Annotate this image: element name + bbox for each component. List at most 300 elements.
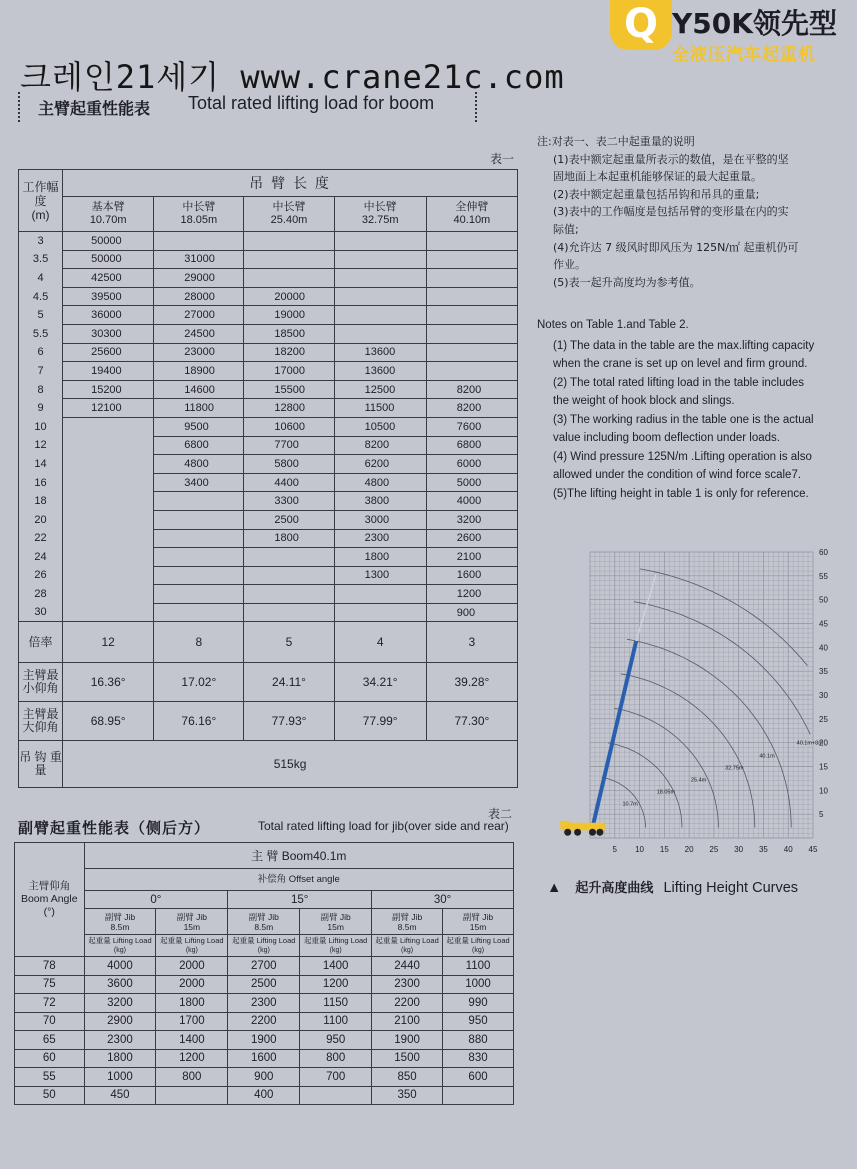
jib-load-cell: 1400 bbox=[300, 957, 372, 976]
load-cell bbox=[334, 603, 426, 622]
load-unit-header bbox=[156, 935, 228, 957]
max-angle-cell: 77.99° bbox=[334, 702, 426, 741]
curve-label: 40.1m bbox=[759, 753, 775, 760]
jib-load-cell: 800 bbox=[156, 1068, 228, 1087]
note-en-line: the weight of hook block and slings. bbox=[553, 395, 735, 407]
boom-column-length: 18.05m bbox=[180, 214, 218, 226]
crane-wheel bbox=[596, 829, 603, 836]
load-cell: 15500 bbox=[244, 380, 334, 399]
ratio-label: 倍率 bbox=[19, 622, 63, 663]
max-angle-label: 主臂最大仰角 bbox=[19, 702, 63, 741]
load-cell: 8200 bbox=[334, 436, 426, 455]
ratio-cell: 5 bbox=[244, 622, 334, 663]
offset-angle-cell: 15° bbox=[228, 891, 372, 909]
load-cell: 6800 bbox=[154, 436, 244, 455]
jib-load-cell: 1400 bbox=[156, 1031, 228, 1050]
load-cell: 8200 bbox=[426, 380, 517, 399]
load-unit-header bbox=[84, 935, 156, 957]
chart-caption-cn: 起升高度曲线 bbox=[575, 881, 654, 896]
table-row bbox=[19, 585, 518, 604]
max-angle-cell: 77.30° bbox=[426, 702, 517, 741]
load-cell bbox=[63, 436, 154, 455]
load-cell: 6000 bbox=[426, 455, 517, 474]
radius-cell: 6 bbox=[19, 343, 63, 362]
boom-angle-header-line: (°) bbox=[43, 906, 55, 918]
load-cell: 2600 bbox=[426, 529, 517, 548]
jib-load-cell: 4000 bbox=[84, 957, 156, 976]
radius-cell: 7 bbox=[19, 362, 63, 381]
y-tick-label: 55 bbox=[819, 571, 828, 581]
table-row bbox=[19, 417, 518, 436]
x-tick-label: 5 bbox=[612, 845, 618, 854]
table-row bbox=[19, 510, 518, 529]
jib-label: 副臂 Jib bbox=[248, 911, 279, 922]
load-cell bbox=[334, 306, 426, 325]
load-cell bbox=[426, 324, 517, 343]
load-cell bbox=[154, 603, 244, 622]
jib-load-cell: 830 bbox=[443, 1049, 514, 1068]
table-row bbox=[19, 436, 518, 455]
jib-load-cell: 2700 bbox=[228, 957, 300, 976]
y-tick-label: 5 bbox=[819, 810, 824, 820]
min-angle-cell: 24.11° bbox=[244, 663, 334, 702]
load-cell: 6200 bbox=[334, 455, 426, 474]
load-cell bbox=[426, 269, 517, 288]
load-cell: 2500 bbox=[244, 510, 334, 529]
load-cell: 4800 bbox=[154, 455, 244, 474]
table-row bbox=[19, 566, 518, 585]
notes-en bbox=[537, 316, 837, 503]
jib-load-cell: 2500 bbox=[228, 975, 300, 994]
jib-load-cell: 350 bbox=[372, 1086, 443, 1105]
load-cell bbox=[244, 548, 334, 567]
ratio-cell: 8 bbox=[154, 622, 244, 663]
max-angle-cell: 76.16° bbox=[154, 702, 244, 741]
boom-column-name: 中长臂 bbox=[363, 201, 397, 213]
load-cell: 25600 bbox=[63, 343, 154, 362]
note-en-line: (2) The total rated lifting load in the table includes bbox=[553, 376, 805, 389]
x-tick-label: 30 bbox=[734, 845, 744, 854]
jib-load-cell: 950 bbox=[300, 1031, 372, 1050]
load-cell bbox=[154, 548, 244, 567]
radius-cell: 12 bbox=[19, 436, 63, 455]
lifting-height-chart bbox=[530, 540, 835, 875]
curve-label: 40.1m+8m bbox=[796, 740, 823, 747]
table-row bbox=[15, 1031, 514, 1050]
load-cell bbox=[154, 585, 244, 604]
load-cell: 10500 bbox=[334, 417, 426, 436]
radius-cell: 3 bbox=[19, 232, 63, 251]
load-cell bbox=[426, 287, 517, 306]
jib-label: 副臂 Jib bbox=[462, 911, 494, 922]
jib-load-cell: 700 bbox=[300, 1068, 372, 1087]
boom-column-name: 中长臂 bbox=[182, 201, 216, 213]
load-unit-header bbox=[228, 935, 300, 957]
load-cell: 7600 bbox=[426, 417, 517, 436]
crane-cab bbox=[560, 821, 570, 829]
jib-header bbox=[84, 909, 156, 935]
load-cell: 4800 bbox=[334, 473, 426, 492]
note-en-line: allowed under the condition of wind force scale7. bbox=[553, 469, 802, 481]
x-tick-label: 45 bbox=[808, 845, 818, 854]
load-cell: 3200 bbox=[426, 510, 517, 529]
chart-caption bbox=[547, 877, 798, 896]
load-cell bbox=[244, 269, 334, 288]
radius-cell: 5.5 bbox=[19, 324, 63, 343]
load-cell: 20000 bbox=[244, 287, 334, 306]
curve-label: 25.4m bbox=[690, 777, 707, 784]
boom-angle-cell: 55 bbox=[15, 1068, 85, 1087]
triangle-icon: ▲ bbox=[547, 880, 562, 896]
load-cell bbox=[154, 232, 244, 251]
load-cell: 5000 bbox=[426, 473, 517, 492]
height-curve bbox=[608, 743, 682, 828]
y-tick-label: 15 bbox=[819, 762, 828, 772]
jib-length-row bbox=[15, 909, 514, 935]
jib-load-cell: 1200 bbox=[156, 1049, 228, 1068]
jib-load-cell: 1900 bbox=[228, 1031, 300, 1050]
load-label: 起重量 Lifting Load bbox=[160, 935, 224, 945]
jib-label: 副臂 Jib bbox=[391, 911, 423, 922]
load-cell bbox=[334, 232, 426, 251]
load-cell: 28000 bbox=[154, 287, 244, 306]
note-cn-line: (5)表一起升高度均为参考值。 bbox=[553, 275, 701, 289]
load-cell: 13600 bbox=[334, 362, 426, 381]
load-cell: 2300 bbox=[334, 529, 426, 548]
y-tick-label: 35 bbox=[819, 667, 828, 677]
load-cell: 11800 bbox=[154, 399, 244, 418]
offset-angle-row bbox=[15, 891, 514, 909]
note-cn-line: (3)表中的工作幅度是包括吊臂的变形量在内的实 bbox=[553, 205, 789, 219]
load-cell: 18500 bbox=[244, 324, 334, 343]
load-unit-header bbox=[443, 935, 514, 957]
note-cn-line: (1)表中额定起重量所表示的数值，是在平整的坚 bbox=[553, 152, 789, 166]
boom-angle-cell: 65 bbox=[15, 1031, 85, 1050]
load-cell: 2100 bbox=[426, 548, 517, 567]
jib-load-cell: 850 bbox=[372, 1068, 443, 1087]
load-cell bbox=[334, 324, 426, 343]
load-cell bbox=[154, 566, 244, 585]
y-tick-label: 10 bbox=[819, 786, 828, 796]
load-cell bbox=[426, 343, 517, 362]
table-row bbox=[19, 269, 518, 288]
logo-q-badge: Q bbox=[610, 0, 672, 50]
jib-load-cell: 1700 bbox=[156, 1012, 228, 1031]
jib-header bbox=[443, 909, 514, 935]
load-label: 起重量 Lifting Load bbox=[232, 935, 296, 945]
radius-cell: 24 bbox=[19, 548, 63, 567]
radius-header-line: (m) bbox=[31, 207, 50, 222]
jib-length: 15m bbox=[469, 921, 487, 932]
note-en-line: (3) The working radius in the table one is the actual bbox=[553, 413, 814, 426]
table-row bbox=[19, 232, 518, 251]
jib-load-cell: 2200 bbox=[228, 1012, 300, 1031]
load-cell: 30300 bbox=[63, 324, 154, 343]
jib-header bbox=[300, 909, 372, 935]
jib-header bbox=[228, 909, 300, 935]
table1-header-row bbox=[19, 170, 518, 197]
load-cell: 50000 bbox=[63, 250, 154, 269]
jib-load-cell: 3600 bbox=[84, 975, 156, 994]
model-title: Y50K领先型 bbox=[672, 7, 837, 40]
load-cell: 1300 bbox=[334, 566, 426, 585]
load-cell: 12100 bbox=[63, 399, 154, 418]
jib-load-cell: 600 bbox=[443, 1068, 514, 1087]
load-cell bbox=[63, 417, 154, 436]
boom-angle-cell: 75 bbox=[15, 975, 85, 994]
ratio-cell: 3 bbox=[426, 622, 517, 663]
offset-angle-cell: 30° bbox=[372, 891, 514, 909]
radius-cell: 22 bbox=[19, 529, 63, 548]
hook-weight-cell: 515kg bbox=[63, 741, 518, 788]
boom-angle-cell: 50 bbox=[15, 1086, 85, 1105]
load-cell: 1800 bbox=[244, 529, 334, 548]
load-unit-header bbox=[372, 935, 443, 957]
boom-length-header: 吊 臂 长 度 bbox=[63, 170, 518, 197]
jib-length: 15m bbox=[183, 921, 201, 932]
load-cell bbox=[63, 585, 154, 604]
jib-load-cell: 2300 bbox=[372, 975, 443, 994]
ratio-cell: 4 bbox=[334, 622, 426, 663]
y-tick-label: 50 bbox=[819, 595, 828, 605]
jib-length: 15m bbox=[327, 921, 344, 932]
table1-number: 表一 bbox=[490, 152, 515, 166]
load-cell bbox=[154, 492, 244, 511]
load-cell: 3800 bbox=[334, 492, 426, 511]
section2-title-en: Total rated lifting load for jib(over side and rear) bbox=[258, 819, 509, 833]
notes-cn bbox=[537, 133, 837, 291]
jib-load-cell: 880 bbox=[443, 1031, 514, 1050]
table-row bbox=[15, 1049, 514, 1068]
x-tick-label: 15 bbox=[659, 845, 669, 854]
radius-cell: 14 bbox=[19, 455, 63, 474]
load-cell bbox=[154, 510, 244, 529]
load-cell bbox=[426, 362, 517, 381]
boom-column-length: 40.10m bbox=[453, 214, 491, 226]
note-en-line: (4) Wind pressure 125N/m .Lifting operation is also bbox=[553, 450, 812, 463]
boom-column-length: 25.40m bbox=[270, 214, 308, 226]
load-cell: 17000 bbox=[244, 362, 334, 381]
load-cell: 15200 bbox=[63, 380, 154, 399]
boom-angle-cell: 72 bbox=[15, 994, 85, 1013]
jib-label: 副臂 Jib bbox=[320, 911, 351, 922]
load-cell bbox=[244, 585, 334, 604]
max-angle-cell: 77.93° bbox=[244, 702, 334, 741]
jib-load-table bbox=[14, 842, 514, 1105]
ratio-row bbox=[19, 622, 518, 663]
jib-load-cell: 1800 bbox=[84, 1049, 156, 1068]
jib-load-cell: 3200 bbox=[84, 994, 156, 1013]
table-row bbox=[19, 287, 518, 306]
table-row bbox=[19, 380, 518, 399]
section1-title-en: Total rated lifting load for boom bbox=[188, 93, 435, 113]
y-tick-label: 20 bbox=[819, 738, 828, 748]
load-cell: 18900 bbox=[154, 362, 244, 381]
load-cell: 5800 bbox=[244, 455, 334, 474]
jib-load-cell: 2200 bbox=[372, 994, 443, 1013]
hook-row bbox=[19, 741, 518, 788]
radius-cell: 3.5 bbox=[19, 250, 63, 269]
table-row bbox=[19, 343, 518, 362]
jib-arm bbox=[636, 574, 656, 641]
jib-length: 8.5m bbox=[110, 921, 130, 932]
jib-length: 8.5m bbox=[397, 921, 417, 932]
min-angle-cell: 34.21° bbox=[334, 663, 426, 702]
min-angle-label: 主臂最小仰角 bbox=[19, 663, 63, 702]
table-row bbox=[15, 1068, 514, 1087]
jib-load-cell: 450 bbox=[84, 1086, 156, 1105]
jib-load-cell bbox=[443, 1086, 514, 1105]
model-subtitle: 全液压汽车起重机 bbox=[672, 45, 816, 65]
table2-number: 表二 bbox=[488, 807, 513, 821]
boom-header: 主 臂 Boom40.1m bbox=[84, 843, 514, 869]
radius-header-line: 工作幅 bbox=[22, 179, 59, 194]
load-cell: 19000 bbox=[244, 306, 334, 325]
load-cell bbox=[154, 529, 244, 548]
note-en-line: value including boom deflection under loads. bbox=[553, 432, 780, 444]
jib-load-cell: 1800 bbox=[156, 994, 228, 1013]
note-en-line: (5)The lifting height in table 1 is only for reference. bbox=[553, 487, 809, 500]
boom-column-length: 10.70m bbox=[89, 214, 127, 226]
table-row bbox=[19, 324, 518, 343]
load-unit: (kg) bbox=[329, 946, 342, 954]
max-angle-row bbox=[19, 702, 518, 741]
load-unit: (kg) bbox=[257, 946, 270, 954]
jib-load-cell: 1000 bbox=[443, 975, 514, 994]
jib-load-cell: 1100 bbox=[443, 957, 514, 976]
offset-header: 补偿角 Offset angle bbox=[84, 869, 514, 891]
boom-column-name: 中长臂 bbox=[272, 201, 306, 213]
load-cell bbox=[63, 566, 154, 585]
load-cell: 24500 bbox=[154, 324, 244, 343]
load-cell bbox=[334, 287, 426, 306]
boom-column-length: 32.75m bbox=[361, 214, 399, 226]
y-tick-label: 60 bbox=[819, 548, 828, 557]
load-unit: (kg) bbox=[471, 946, 485, 954]
load-cell bbox=[244, 566, 334, 585]
notes-cn-title: 注:对表一、表二中起重量的说明 bbox=[537, 135, 695, 148]
min-angle-cell: 39.28° bbox=[426, 663, 517, 702]
radius-cell: 20 bbox=[19, 510, 63, 529]
height-curve bbox=[627, 639, 791, 827]
load-cell: 11500 bbox=[334, 399, 426, 418]
ratio-cell: 12 bbox=[63, 622, 154, 663]
load-cell: 39500 bbox=[63, 287, 154, 306]
boom-angle-cell: 78 bbox=[15, 957, 85, 976]
note-cn-line: (4)允许达 7 级风时即风压为 125N/㎡ 起重机仍可 bbox=[553, 240, 799, 254]
note-en-line: (1) The data in the table are the max.lifting capacity bbox=[553, 339, 815, 352]
jib-load-cell: 900 bbox=[228, 1068, 300, 1087]
load-cell bbox=[63, 455, 154, 474]
load-cell bbox=[63, 492, 154, 511]
site-watermark: 크레인21세기 www.crane21c.com bbox=[20, 58, 565, 96]
x-tick-label: 35 bbox=[758, 845, 768, 854]
radius-cell: 4 bbox=[19, 269, 63, 288]
max-angle-cell: 68.95° bbox=[63, 702, 154, 741]
load-cell bbox=[244, 250, 334, 269]
load-label: 起重量 Lifting Load bbox=[88, 935, 152, 945]
radius-cell: 26 bbox=[19, 566, 63, 585]
load-cell: 4400 bbox=[244, 473, 334, 492]
jib-load-cell: 1900 bbox=[372, 1031, 443, 1050]
y-tick-label: 25 bbox=[819, 714, 828, 724]
radius-cell: 5 bbox=[19, 306, 63, 325]
load-cell bbox=[63, 548, 154, 567]
note-cn-line: (2)表中额定起重量包括吊钩和吊具的重量; bbox=[553, 187, 760, 201]
load-label: 起重量 Lifting Load bbox=[375, 935, 439, 945]
height-curve bbox=[634, 602, 810, 735]
load-cell bbox=[244, 232, 334, 251]
boom-angle-cell: 60 bbox=[15, 1049, 85, 1068]
min-angle-cell: 17.02° bbox=[154, 663, 244, 702]
jib-load-cell: 1500 bbox=[372, 1049, 443, 1068]
load-cell bbox=[63, 510, 154, 529]
jib-load-cell: 1150 bbox=[300, 994, 372, 1013]
radius-header bbox=[19, 170, 63, 232]
radius-cell: 28 bbox=[19, 585, 63, 604]
table1-subheader-row bbox=[19, 197, 518, 232]
jib-load-cell: 1100 bbox=[300, 1012, 372, 1031]
jib-load-cell bbox=[156, 1086, 228, 1105]
load-unit-header bbox=[300, 935, 372, 957]
jib-load-cell: 1000 bbox=[84, 1068, 156, 1087]
load-cell: 3300 bbox=[244, 492, 334, 511]
table-row bbox=[19, 362, 518, 381]
crane-wheel bbox=[564, 829, 571, 836]
load-cell: 12800 bbox=[244, 399, 334, 418]
curve-label: 10.7m bbox=[622, 801, 638, 808]
table-row bbox=[19, 473, 518, 492]
radius-cell: 30 bbox=[19, 603, 63, 622]
jib-load-cell: 2100 bbox=[372, 1012, 443, 1031]
load-cell: 19400 bbox=[63, 362, 154, 381]
boom-column-name: 全伸臂 bbox=[455, 201, 489, 213]
boom-column-header bbox=[154, 197, 244, 232]
load-cell: 29000 bbox=[154, 269, 244, 288]
y-tick-label: 30 bbox=[819, 691, 828, 700]
table-row bbox=[15, 1086, 514, 1105]
jib-load-cell bbox=[300, 1086, 372, 1105]
load-cell bbox=[334, 585, 426, 604]
table-row bbox=[15, 975, 514, 994]
load-cell: 6800 bbox=[426, 436, 517, 455]
x-tick-label: 10 bbox=[635, 845, 645, 854]
load-unit: (kg) bbox=[185, 946, 198, 954]
load-unit: (kg) bbox=[401, 946, 414, 954]
jib-load-cell: 2300 bbox=[84, 1031, 156, 1050]
height-curve bbox=[621, 674, 755, 828]
crane-wheel bbox=[589, 829, 596, 836]
table2-header-row bbox=[15, 843, 514, 869]
boom-angle-cell: 70 bbox=[15, 1012, 85, 1031]
jib-load-cell: 2000 bbox=[156, 975, 228, 994]
jib-load-cell: 2440 bbox=[372, 957, 443, 976]
load-cell: 7700 bbox=[244, 436, 334, 455]
jib-label: 副臂 Jib bbox=[104, 911, 136, 922]
load-cell: 3400 bbox=[154, 473, 244, 492]
load-cell bbox=[63, 529, 154, 548]
section1-title-cn: 主臂起重性能表 bbox=[38, 99, 151, 118]
load-cell: 3000 bbox=[334, 510, 426, 529]
boom-column-header bbox=[426, 197, 517, 232]
jib-load-cell: 1600 bbox=[228, 1049, 300, 1068]
table-row bbox=[15, 1012, 514, 1031]
load-cell: 31000 bbox=[154, 250, 244, 269]
x-tick-label: 25 bbox=[709, 845, 719, 854]
load-cell bbox=[63, 603, 154, 622]
note-cn-line: 作业。 bbox=[553, 258, 586, 272]
radius-cell: 18 bbox=[19, 492, 63, 511]
